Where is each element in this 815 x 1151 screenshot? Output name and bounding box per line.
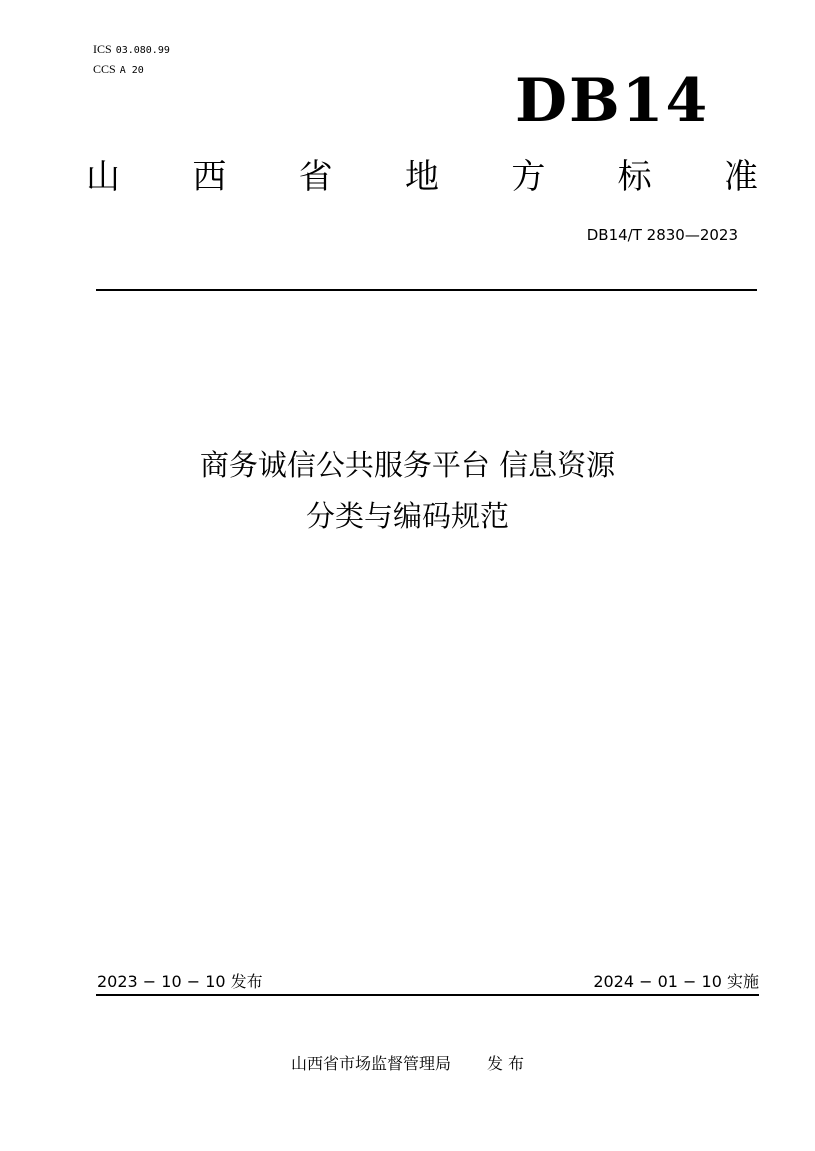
- standard-type-char: 西: [192, 157, 227, 197]
- standard-type-char: 标: [617, 157, 652, 197]
- publisher-org: 山西省市场监督管理局: [290, 1054, 451, 1073]
- standard-type-char: 省: [298, 157, 333, 197]
- standard-type-char: 方: [511, 157, 546, 197]
- bottom-divider: [96, 994, 759, 996]
- standard-type-heading: [86, 152, 758, 202]
- standard-type-char: 地: [404, 157, 439, 197]
- top-divider: [96, 289, 757, 291]
- release-date: 2023 − 10 − 10 发布: [97, 972, 263, 991]
- document-title-line2: 分类与编码规范: [305, 499, 509, 533]
- publisher-action: 发 布: [486, 1054, 525, 1073]
- standard-type-char: 准: [723, 157, 758, 197]
- standard-number: DB14/T 2830—2023: [586, 226, 738, 244]
- classification-codes: [93, 40, 170, 80]
- implementation-date: 2024 − 01 − 10 实施: [593, 972, 759, 991]
- db14-logo: DB14: [515, 66, 710, 136]
- ics-line: [93, 40, 170, 60]
- ccs-label: CCS: [93, 62, 116, 76]
- ics-value: 03.080.99: [115, 45, 170, 56]
- ccs-line: [93, 60, 170, 80]
- publisher: [0, 1052, 815, 1076]
- ics-label: ICS: [93, 42, 112, 56]
- standard-type-char: 山: [86, 157, 120, 197]
- document-title-line1: 商务诚信公共服务平台 信息资源: [199, 448, 616, 482]
- ccs-value: A 20: [119, 65, 144, 76]
